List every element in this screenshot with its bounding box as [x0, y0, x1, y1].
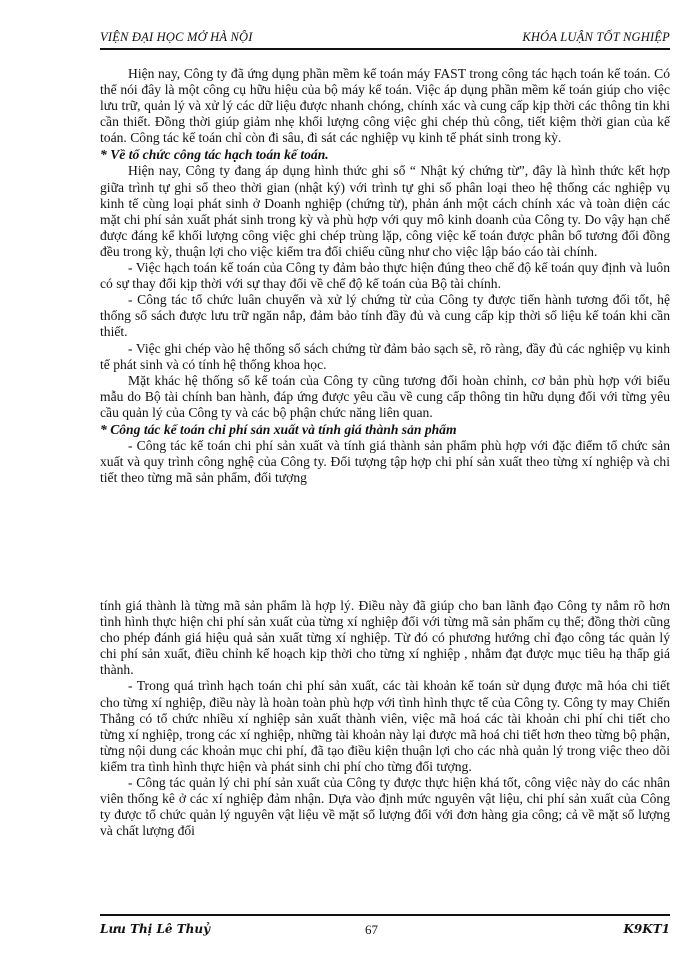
paragraph: - Trong quá trình hạch toán chi phí sản xuất, các tài khoản kế toán sử dụng được mã hóa chi tiết cho từng xí nghiệp, điều này là hoàn toàn phù hợp với tình hình thực tế của Công ty. Công ty may Chiến Thắng có tổ chức nhiều xí nghiệp sản xuất thành viên, việc mã hoá các tài khoản chi phí chi tiết cho từng xí nghiệp, trong các xí nghiệp, những tài khoản này lại được mã hoá chi tiết hơn theo từng bộ phận, từng nội dung các khoản mục chi phí, đã tạo điều kiện thuận lợi cho các nhà quản lý trong việc theo dõi kiểm tra tình hình thực hiện và phát sinh chi phí cho từng đối tượng.: [100, 678, 670, 774]
footer-author: Lưu Thị Lê Thuỷ: [100, 922, 211, 936]
body-text-bottom: [100, 598, 670, 839]
paragraph: - Việc ghi chép vào hệ thống sổ sách chứng từ đảm bảo sạch sẽ, rõ ràng, đầy đủ các nghiệp vụ kinh tế phát sinh và có tính hệ thống khoa học.: [100, 340, 670, 372]
paragraph: Hiện nay, Công ty đang áp dụng hình thức ghi sổ “ Nhật ký chứng từ”, đây là hình thức kết hợp giữa trình tự ghi sổ theo thời gian (nhật ký) với trình tự ghi sổ phân loại theo hệ thống các nghiệp vụ kinh tế cùng loại phát sinh ở Doanh nghiệp (chứng từ), phản ánh một cách chính xác và toàn diện các mặt chi phí sản xuất phát sinh trong kỳ và phù hợp với quy mô kinh doanh của Công ty. Do vậy hạn chế được đáng kể khối lượng công việc ghi chép trùng lặp, công việc kế toán được phân bổ tương đối đồng đều trong kỳ, thuận lợi cho việc kiểm tra đối chiếu cũng như cho việc lập báo cáo tài chính.: [100, 163, 670, 259]
page-footer: [100, 914, 670, 942]
paragraph: tính giá thành là từng mã sản phẩm là hợp lý. Điều này đã giúp cho ban lãnh đạo Công ty nắm rõ hơn tình hình thực hiện chi phí sản xuất của từng xí nghiệp đối với từng mã sản phẩm cụ thể; đồng thời cũng cho phép đánh giá hiệu quả sản xuất từng xí nghiệp. Từ đó có phương hướng chỉ đạo công tác quản lý chi phí sản xuất, điều chỉnh kế hoạch kịp thời cho từng xí nghiệp , nhằm đạt được mục tiêu hạ thấp giá thành.: [100, 598, 670, 678]
page-header: [100, 26, 670, 50]
paragraph: - Việc hạch toán kế toán của Công ty đảm bảo thực hiện đúng theo chế độ kế toán quy định và luôn có sự thay đổi kịp thời với sự thay đổi về chế độ kế toán của Bộ tài chính.: [100, 260, 670, 292]
header-thesis-title: KHÓA LUẬN TỐT NGHIỆP: [522, 30, 670, 44]
section-heading: * Về tổ chức công tác hạch toán kế toán.: [100, 147, 329, 163]
body-text-top: [100, 66, 670, 486]
paragraph: Hiện nay, Công ty đã ứng dụng phần mềm kế toán máy FAST trong công tác hạch toán kế toán. Có thể nói đây là một công cụ hữu hiệu của bộ máy kế toán. Việc áp dụng phần mềm kế toán giúp cho việc lưu trữ, quản lý và xử lý các dữ liệu được nhanh chóng, chính xác và cung cấp kịp thời các thông tin khi cần thiết. Đồng thời giúp giảm nhẹ khối lượng công việc ghi chép thủ công, tiết kiệm thời gian của kế toán. Công tác kế toán chỉ còn đi sâu, đi sát các nghiệp vụ kinh tế phát sinh trong kỳ.: [100, 66, 670, 146]
footer-class: K9KT1: [623, 922, 670, 936]
paragraph: - Công tác kế toán chi phí sản xuất và tính giá thành sản phẩm phù hợp với đặc điểm tổ chức sản xuất và quy trình công nghệ của Công ty. Đối tượng tập hợp chi phí sản xuất theo từng xí nghiệp và chi tiết theo từng mã sản phẩm, đối tượng: [100, 437, 670, 486]
page-number: 67: [365, 922, 378, 937]
paragraph: - Công tác quản lý chi phí sản xuất của Công ty được thực hiện khá tốt, công việc này do các nhân viên thống kê ở các xí nghiệp đảm nhận. Dựa vào định mức nguyên vật liệu, chi phí sản xuất của Công ty được tổ chức quản lý nguyên vật liệu về mặt số lượng đối với đơn hàng gia công; cả về mặt số lượng và chất lượng đối: [100, 775, 670, 839]
paragraph: Mặt khác hệ thống sổ kế toán của Công ty cũng tương đối hoàn chỉnh, cơ bản phù hợp với biểu mẫu do Bộ tài chính ban hành, đáp ứng được yêu cầu về cung cấp thông tin hữu dụng đối với từng yêu cầu quản lý của Công ty và các bộ phận chức năng liên quan.: [100, 372, 670, 420]
section-heading: * Công tác kế toán chi phí sản xuất và tính giá thành sản phẩm: [100, 421, 457, 437]
paragraph: - Công tác tổ chức luân chuyển và xử lý chứng từ của Công ty được tiến hành tương đối tốt, hệ thống sổ sách được lưu trữ ngăn nắp, đảm bảo tính đầy đủ và cung cấp kịp thời số liệu kế toán khi cần thiết.: [100, 292, 670, 340]
header-institution: VIỆN ĐẠI HỌC MỞ HÀ NỘI: [100, 30, 253, 44]
